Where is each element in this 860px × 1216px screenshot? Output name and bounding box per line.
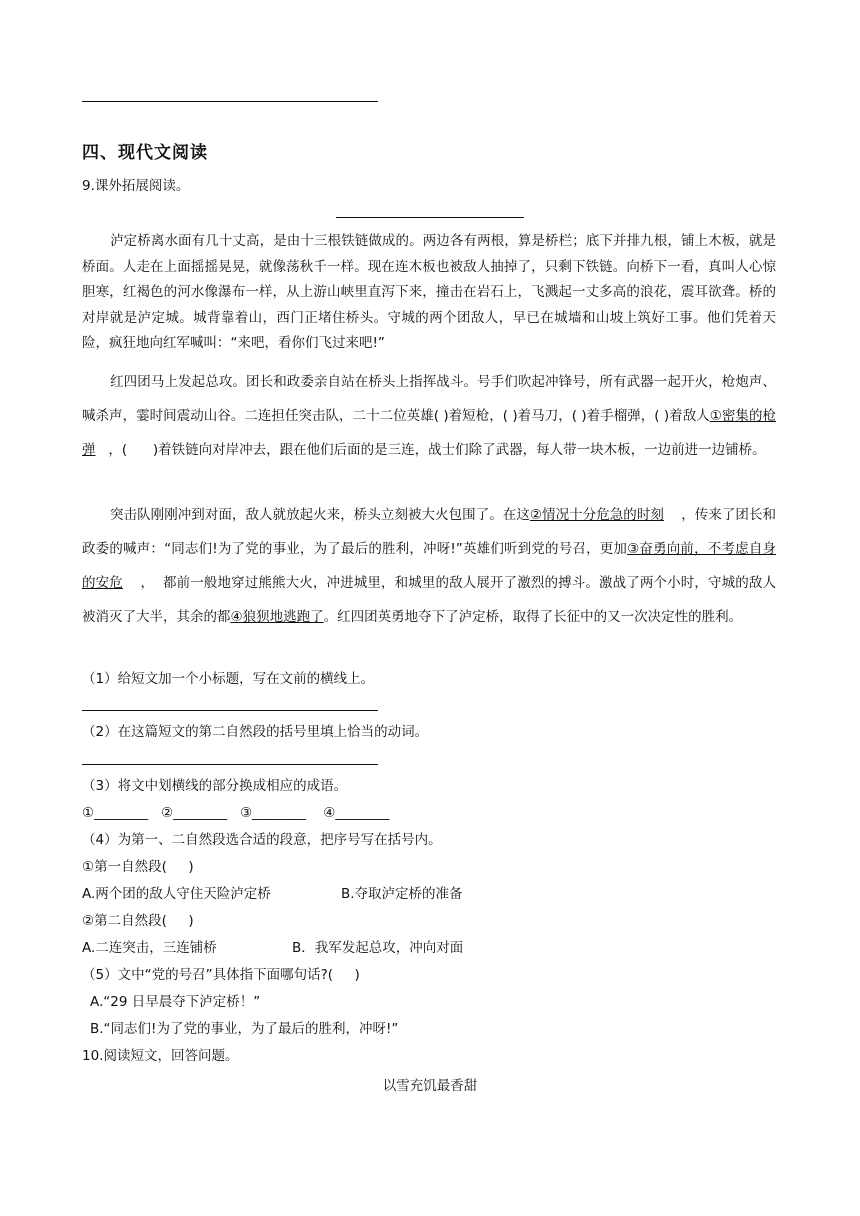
subquestion-3-blanks[interactable]: ①________ ②________ ③________ ④________ [82,805,390,821]
question-10-title: 以雪充饥最香甜 [382,1078,478,1094]
subquestion-4-part-1-option-b: B.夺取泸定桥的准备 [341,886,463,902]
subquestion-5: （5）文中“党的号召”具体指下面哪句话?( ) [82,967,360,983]
underlined-phrase-4: ④狼狈地逃跑了 [230,609,324,625]
underlined-phrase-2: ②情况十分危急的时刻 [529,507,664,523]
underlined-phrase-3: ③奋勇向前，不考虑自身的安危 [82,541,776,591]
answer-line-2[interactable] [82,764,378,765]
passage-paragraph-3: 突击队刚刚冲到对面，敌人就放起火来，桥头立刻被大火包围了。在这②情况十分危急的时刻 ，传来了团长和政委的喊声：“同志们!为了党的事业，为了最后的胜利，冲呀!”英雄们听到党的号召，更加③奋勇向前，不考虑自身的安危 ， 都前一般地穿过熊熊大火，冲进城里，和城里的敌人展开了激烈的搏斗。激战了两个小时，守城的敌人被消灭了大半，其余的都④狼狈地逃跑了。红四团英勇地夺下了泸定桥，取得了长征中的又一次决定性的胜利。 [82,507,776,625]
subquestion-4-part-1: ①第一自然段( ) [82,859,194,875]
passage-paragraph-2: 红四团马上发起总攻。团长和政委亲自站在桥头上指挥战斗。号手们吹起冲锋号，所有武器一起开火，枪炮声、喊杀声，霎时间震动山谷。二连担任突击队，二十二位英雄( )着短枪，( )着马刀，( )着手榴弹，( )着敌人①密集的枪弹 ，( )着铁链向对岸冲去，跟在他们后面的是三连，战士们除了武器，每人带一块木板，一边前进一边铺桥。 [82,374,776,458]
answer-line-1[interactable] [82,710,378,711]
answer-line-top [82,101,378,102]
question-10-prompt: 10.阅读短文，回答问题。 [82,1048,239,1064]
subquestion-4: （4）为第一、二自然段选合适的段意，把序号写在括号内。 [82,832,442,848]
question-9-prompt: 9.课外拓展阅读。 [82,178,190,194]
subquestion-1: （1）给短文加一个小标题，写在文前的横线上。 [82,671,375,687]
subquestion-3: （3）将文中划横线的部分换成相应的成语。 [82,778,348,794]
passage-paragraph-1: 泸定桥离水面有几十丈高，是由十三根铁链做成的。两边各有两根，算是桥栏；底下并排九根，铺上木板，就是桥面。人走在上面摇摇晃晃，就像荡秋千一样。现在连木板也被敌人抽掉了，只剩下铁链。向桥下一看，真叫人心惊胆寒，红褐色的河水像瀑布一样，从上游山峡里直泻下来，撞击在岩石上，飞溅起一丈多高的浪花，震耳欲聋。桥的对岸就是泸定城。城背靠着山，西门正堵住桥头。守城的两个团敌人，早已在城墙和山坡上筑好工事。他们凭着天险，疯狂地向红军喊叫：“来吧，看你们飞过来吧!” [82,233,776,351]
subquestion-4-part-1-option-a: A.两个团的敌人守住天险泸定桥 [82,886,271,902]
subquestion-2: （2）在这篇短文的第二自然段的括号里填上恰当的动词。 [82,724,429,740]
passage-title-blank[interactable] [336,217,524,218]
underlined-phrase-1: ①密集的枪弹 [82,408,776,458]
section-heading: 四、现代文阅读 [82,143,208,163]
subquestion-5-option-b: B.“同志们!为了党的事业，为了最后的胜利，冲呀!” [90,1021,399,1037]
subquestion-4-part-2-option-a: A.二连突击，三连铺桥 [82,940,217,956]
subquestion-4-part-2: ②第二自然段( ) [82,913,194,929]
subquestion-5-option-a: A.“29 日早晨夺下泸定桥！” [90,994,261,1010]
subquestion-4-part-2-option-b: B．我军发起总攻，冲向对面 [292,940,464,956]
